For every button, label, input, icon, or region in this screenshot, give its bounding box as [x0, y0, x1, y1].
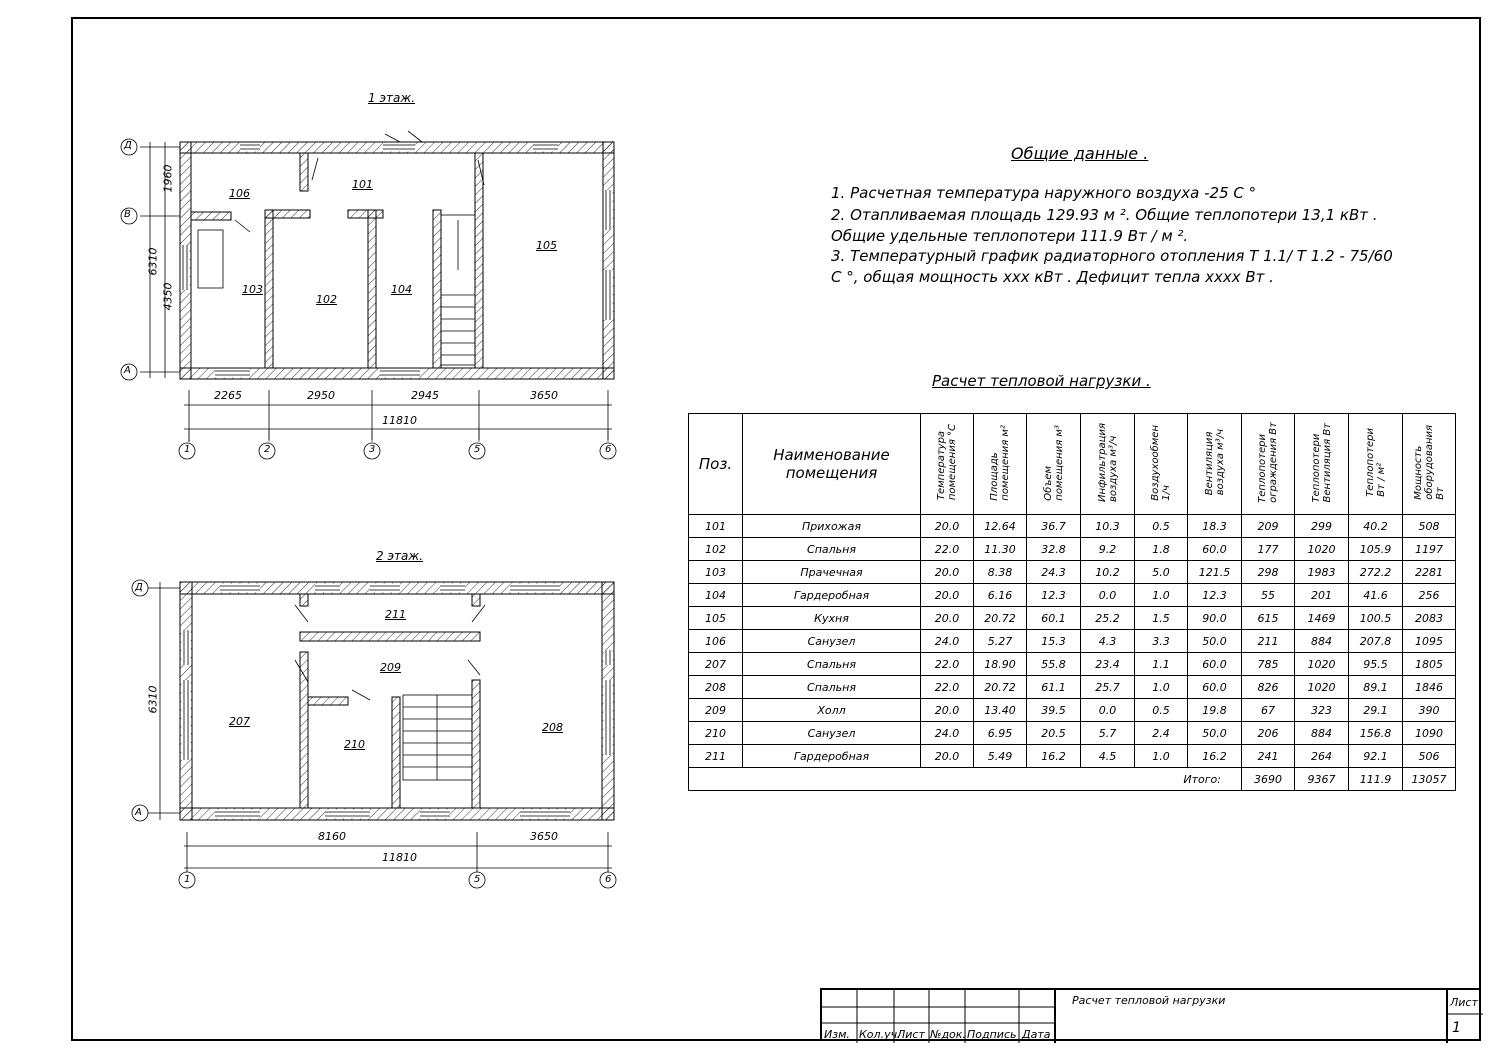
table-cell: 16.2	[1027, 745, 1081, 768]
table-cell: 1469	[1295, 607, 1349, 630]
room-name-cell: Санузел	[743, 630, 921, 653]
table-cell: 50.0	[1188, 630, 1242, 653]
room-name-cell: Санузел	[743, 722, 921, 745]
room-name-cell: Прихожая	[743, 515, 921, 538]
table-cell: 13.40	[974, 699, 1027, 722]
table-cell: 207	[689, 653, 743, 676]
table-cell: 390	[1403, 699, 1456, 722]
table-cell: 22.0	[921, 538, 974, 561]
table-cell: 105	[689, 607, 743, 630]
dimension: 3650	[530, 830, 558, 843]
axis-label: 5	[474, 874, 481, 885]
table-cell: 0.0	[1081, 584, 1135, 607]
table-row	[689, 745, 1456, 768]
table-cell: 60.0	[1188, 538, 1242, 561]
dimension-total: 11810	[382, 851, 417, 864]
table-cell: 884	[1295, 630, 1349, 653]
axis-label: 1	[184, 444, 191, 455]
room-number: 207	[229, 715, 250, 728]
room-name-cell: Спальня	[743, 676, 921, 699]
title-block	[820, 988, 1481, 1041]
dimension: 2265	[214, 389, 242, 402]
table-cell: 101	[689, 515, 743, 538]
room-number: 209	[380, 661, 401, 674]
sheet-number: 1	[1452, 1020, 1461, 1036]
table-cell: 3.3	[1135, 630, 1188, 653]
table-cell: 1983	[1295, 561, 1349, 584]
axis-label: Д	[135, 582, 143, 593]
header-cell: Наименование помещения	[743, 414, 921, 515]
axis-label: Д	[124, 140, 132, 151]
floor2-plan	[100, 570, 640, 900]
dimension: 3650	[530, 389, 558, 402]
table-row	[689, 584, 1456, 607]
table-cell: 36.7	[1027, 515, 1081, 538]
sheet-label: Лист	[1450, 996, 1478, 1009]
floor2-title: 2 этаж.	[376, 549, 424, 563]
table-row	[689, 630, 1456, 653]
table-cell: 20.0	[921, 607, 974, 630]
total-cell: 13057	[1403, 768, 1456, 791]
general-line: С °, общая мощность ххх кВт . Дефицит тепла хххх Вт .	[831, 268, 1274, 286]
table-cell: 785	[1242, 653, 1295, 676]
table-cell: 55	[1242, 584, 1295, 607]
table-cell: 1.5	[1135, 607, 1188, 630]
table-row	[689, 722, 1456, 745]
stamp-col-label: Подпись	[967, 1028, 1017, 1041]
table-cell: 12.64	[974, 515, 1027, 538]
table-cell: 19.8	[1188, 699, 1242, 722]
dimension: 1960	[161, 164, 175, 193]
table-cell: 20.5	[1027, 722, 1081, 745]
table-cell: 8.38	[974, 561, 1027, 584]
table-cell: 102	[689, 538, 743, 561]
table-cell: 18.90	[974, 653, 1027, 676]
room-name-cell: Прачечная	[743, 561, 921, 584]
header-cell: Объем помещения м³	[1027, 414, 1081, 515]
axis-label: 1	[184, 874, 191, 885]
dimension: 6310	[146, 685, 160, 714]
table-cell: 0.0	[1081, 699, 1135, 722]
general-line: Общие удельные теплопотери 111.9 Вт / м ².	[831, 227, 1189, 245]
room-name-cell: Кухня	[743, 607, 921, 630]
table-cell: 211	[1242, 630, 1295, 653]
axis-label: 6	[605, 874, 612, 885]
table-cell: 272.2	[1349, 561, 1403, 584]
table-cell: 209	[689, 699, 743, 722]
table-cell: 209	[1242, 515, 1295, 538]
header-cell: Мощность оборудования Вт	[1403, 414, 1456, 515]
table-cell: 60.0	[1188, 676, 1242, 699]
table-cell: 323	[1295, 699, 1349, 722]
table-cell: 50.0	[1188, 722, 1242, 745]
total-cell: 3690	[1242, 768, 1295, 791]
table-cell: 2281	[1403, 561, 1456, 584]
table-cell: 60.1	[1027, 607, 1081, 630]
table-cell: 106	[689, 630, 743, 653]
header-cell: Теплопотери Вентиляция Вт	[1295, 414, 1349, 515]
table-cell: 210	[689, 722, 743, 745]
table-cell: 5.49	[974, 745, 1027, 768]
header-cell: Вентиляция воздуха м³/ч	[1188, 414, 1242, 515]
room-number: 211	[385, 608, 406, 621]
table-cell: 92.1	[1349, 745, 1403, 768]
table-cell: 20.0	[921, 561, 974, 584]
table-cell: 103	[689, 561, 743, 584]
stamp-col-label: Изм.	[824, 1028, 850, 1041]
table-cell: 1.1	[1135, 653, 1188, 676]
table-cell: 24.3	[1027, 561, 1081, 584]
room-number: 101	[352, 178, 373, 191]
table-cell: 104	[689, 584, 743, 607]
table-cell: 615	[1242, 607, 1295, 630]
table-cell: 39.5	[1027, 699, 1081, 722]
table-cell: 12.3	[1188, 584, 1242, 607]
table-cell: 508	[1403, 515, 1456, 538]
table-cell: 40.2	[1349, 515, 1403, 538]
stamp-col-label: Дата	[1022, 1028, 1051, 1041]
table-cell: 1.0	[1135, 745, 1188, 768]
table-cell: 1020	[1295, 653, 1349, 676]
room-number: 106	[229, 187, 250, 200]
table-cell: 18.3	[1188, 515, 1242, 538]
total-label: Итого:	[689, 768, 1242, 791]
axis-label: В	[124, 209, 131, 220]
table-cell: 121.5	[1188, 561, 1242, 584]
table-cell: 9.2	[1081, 538, 1135, 561]
table-cell: 12.3	[1027, 584, 1081, 607]
table-cell: 25.2	[1081, 607, 1135, 630]
table-cell: 25.7	[1081, 676, 1135, 699]
table-cell: 90.0	[1188, 607, 1242, 630]
room-number: 102	[316, 293, 337, 306]
table-cell: 22.0	[921, 676, 974, 699]
table-cell: 256	[1403, 584, 1456, 607]
table-cell: 156.8	[1349, 722, 1403, 745]
table-cell: 4.3	[1081, 630, 1135, 653]
table-cell: 20.72	[974, 607, 1027, 630]
table-cell: 20.72	[974, 676, 1027, 699]
table-cell: 24.0	[921, 722, 974, 745]
table-cell: 20.0	[921, 515, 974, 538]
dimension: 6310	[146, 247, 160, 276]
table-cell: 61.1	[1027, 676, 1081, 699]
table-cell: 32.8	[1027, 538, 1081, 561]
table-cell: 1.0	[1135, 584, 1188, 607]
table-cell: 5.0	[1135, 561, 1188, 584]
table-cell: 206	[1242, 722, 1295, 745]
header-cell: Поз.	[689, 414, 743, 515]
heat-load-table	[688, 413, 1456, 791]
table-cell: 89.1	[1349, 676, 1403, 699]
table-cell: 20.0	[921, 584, 974, 607]
table-cell: 299	[1295, 515, 1349, 538]
axis-label: 2	[264, 444, 271, 455]
table-cell: 1.0	[1135, 676, 1188, 699]
table-cell: 95.5	[1349, 653, 1403, 676]
table-cell: 207.8	[1349, 630, 1403, 653]
room-number: 103	[242, 283, 263, 296]
table-cell: 4.5	[1081, 745, 1135, 768]
dimension: 2950	[307, 389, 335, 402]
table-cell: 23.4	[1081, 653, 1135, 676]
dimension-total: 11810	[382, 414, 417, 427]
table-cell: 1020	[1295, 538, 1349, 561]
room-name-cell: Холл	[743, 699, 921, 722]
axis-label: 6	[605, 444, 612, 455]
table-title: Расчет тепловой нагрузки .	[932, 372, 1151, 390]
table-cell: 264	[1295, 745, 1349, 768]
room-name-cell: Спальня	[743, 653, 921, 676]
table-cell: 29.1	[1349, 699, 1403, 722]
total-cell: 111.9	[1349, 768, 1403, 791]
table-cell: 100.5	[1349, 607, 1403, 630]
table-cell: 1095	[1403, 630, 1456, 653]
table-cell: 105.9	[1349, 538, 1403, 561]
table-row	[689, 653, 1456, 676]
table-cell: 208	[689, 676, 743, 699]
general-line: 2. Отапливаемая площадь 129.93 м ². Общие теплопотери 13,1 кВт .	[831, 206, 1378, 224]
header-cell: Инфильтрация воздуха м³/ч	[1081, 414, 1135, 515]
table-cell: 20.0	[921, 699, 974, 722]
header-cell: Теплопотери Вт / м²	[1349, 414, 1403, 515]
table-cell: 15.3	[1027, 630, 1081, 653]
room-number: 210	[344, 738, 365, 751]
total-cell: 9367	[1295, 768, 1349, 791]
table-cell: 67	[1242, 699, 1295, 722]
axis-label: 5	[474, 444, 481, 455]
table-cell: 826	[1242, 676, 1295, 699]
axis-label: 3	[369, 444, 376, 455]
floor1-title: 1 этаж.	[368, 91, 416, 105]
general-line: 3. Температурный график радиаторного отопления Т 1.1/ Т 1.2 - 75/60	[831, 247, 1393, 265]
table-cell: 11.30	[974, 538, 1027, 561]
room-number: 104	[391, 283, 412, 296]
header-cell: Теплопотери ограждения Вт	[1242, 414, 1295, 515]
stamp-title: Расчет тепловой нагрузки	[1072, 994, 1226, 1007]
table-cell: 1805	[1403, 653, 1456, 676]
table-row	[689, 561, 1456, 584]
general-line: 1. Расчетная температура наружного воздуха -25 С °	[831, 184, 1257, 202]
table-row	[689, 538, 1456, 561]
table-cell: 1.8	[1135, 538, 1188, 561]
general-title: Общие данные .	[1011, 144, 1149, 163]
dimension: 4350	[161, 282, 175, 311]
table-cell: 1090	[1403, 722, 1456, 745]
room-number: 208	[542, 721, 563, 734]
table-cell: 884	[1295, 722, 1349, 745]
table-cell: 20.0	[921, 745, 974, 768]
table-total-row	[689, 768, 1456, 791]
table-row	[689, 676, 1456, 699]
stamp-col-label: №док.	[930, 1028, 966, 1041]
room-name-cell: Гардеробная	[743, 745, 921, 768]
room-number: 105	[536, 239, 557, 252]
table-cell: 2083	[1403, 607, 1456, 630]
table-header-row	[689, 414, 1456, 515]
table-cell: 0.5	[1135, 699, 1188, 722]
table-cell: 10.2	[1081, 561, 1135, 584]
table-cell: 5.7	[1081, 722, 1135, 745]
axis-label: А	[124, 365, 131, 376]
table-cell: 60.0	[1188, 653, 1242, 676]
dimension: 8160	[318, 830, 346, 843]
table-cell: 0.5	[1135, 515, 1188, 538]
dimension: 2945	[411, 389, 439, 402]
table-cell: 298	[1242, 561, 1295, 584]
stamp-col-label: Кол.уч.	[859, 1028, 901, 1041]
axis-label: А	[135, 807, 142, 818]
table-row	[689, 515, 1456, 538]
header-cell: Температура помещения °С	[921, 414, 974, 515]
floor1-plan	[100, 120, 640, 470]
table-cell: 1846	[1403, 676, 1456, 699]
room-name-cell: Спальня	[743, 538, 921, 561]
table-cell: 6.16	[974, 584, 1027, 607]
header-cell: Воздухообмен 1/ч	[1135, 414, 1188, 515]
table-cell: 1197	[1403, 538, 1456, 561]
table-row	[689, 607, 1456, 630]
table-row	[689, 699, 1456, 722]
table-cell: 201	[1295, 584, 1349, 607]
table-cell: 22.0	[921, 653, 974, 676]
table-cell: 55.8	[1027, 653, 1081, 676]
table-cell: 24.0	[921, 630, 974, 653]
table-cell: 177	[1242, 538, 1295, 561]
table-cell: 211	[689, 745, 743, 768]
room-name-cell: Гардеробная	[743, 584, 921, 607]
table-cell: 241	[1242, 745, 1295, 768]
stamp-col-label: Лист	[897, 1028, 925, 1041]
table-cell: 6.95	[974, 722, 1027, 745]
table-cell: 2.4	[1135, 722, 1188, 745]
table-cell: 5.27	[974, 630, 1027, 653]
table-cell: 1020	[1295, 676, 1349, 699]
table-cell: 10.3	[1081, 515, 1135, 538]
table-cell: 506	[1403, 745, 1456, 768]
table-cell: 41.6	[1349, 584, 1403, 607]
header-cell: Площадь помещения м²	[974, 414, 1027, 515]
table-cell: 16.2	[1188, 745, 1242, 768]
